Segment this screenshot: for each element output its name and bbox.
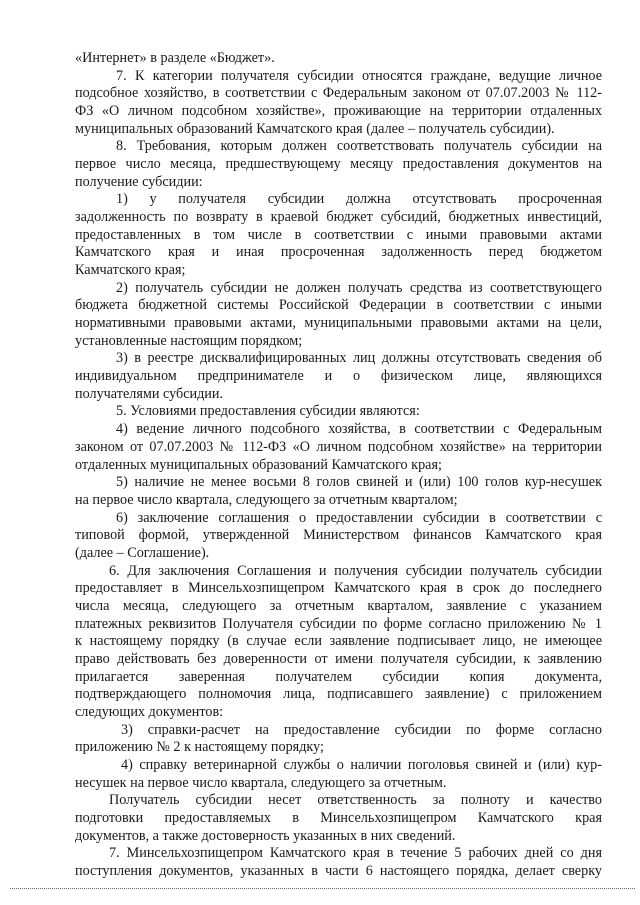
text-line: нормативными правовыми актами, муниципальными правовыми актами на цели, bbox=[75, 315, 602, 331]
text-line: 6) заключение соглашения о предоставлении субсидии в соответствии с bbox=[116, 510, 602, 526]
text-line: прилагается заверенная получателем субсидии копия документа, bbox=[75, 669, 602, 685]
text-line: поступления документов, указанных в части 6 настоящего порядка, делает сверку bbox=[75, 863, 602, 879]
text-line: получателями субсидии. bbox=[75, 386, 224, 402]
text-line: типовой формой, утвержденной Министерством финансов Камчатского края bbox=[75, 527, 602, 543]
text-line: платежных реквизитов Получателя субсидии по форме согласно приложению № 1 bbox=[75, 616, 602, 632]
text-line: «Интернет» в разделе «Бюджет». bbox=[75, 50, 275, 66]
text-line: 2) получатель субсидии не должен получать средства из соответствующего bbox=[116, 280, 602, 296]
text-line: Камчатского края; bbox=[75, 262, 186, 278]
text-line: 5) наличие не менее восьми 8 голов свиней и (или) 100 голов кур-несушек bbox=[116, 474, 602, 490]
text-line: установленные настоящим порядком; bbox=[75, 333, 303, 349]
page-bottom-rule bbox=[10, 888, 635, 889]
text-line: 7. Минсельхозпищепром Камчатского края в течение 5 рабочих дней со дня bbox=[109, 845, 602, 861]
text-line: отдаленных муниципальных образований Камчатского края; bbox=[75, 457, 442, 473]
text-line: муниципальных образований Камчатского края (далее – получатель субсидии). bbox=[75, 121, 555, 137]
text-line: 3) справки-расчет на предоставление субсидии по форме согласно bbox=[121, 722, 602, 738]
text-line: 5. Условиями предоставления субсидии являются: bbox=[116, 403, 420, 419]
text-line: 7. К категории получателя субсидии относятся граждане, ведущие личное bbox=[116, 68, 602, 84]
text-line: 4) ведение личного подсобного хозяйства, в соответствии с Федеральным bbox=[116, 421, 602, 437]
text-line: 1) у получателя субсидии должна отсутствовать просроченная bbox=[116, 191, 602, 207]
text-line: получение субсидии: bbox=[75, 174, 203, 190]
text-line: 6. Для заключения Соглашения и получения субсидии получатель субсидии bbox=[109, 563, 602, 579]
text-line: подтверждающего полномочия лица, подписавшего заявление) с приложением bbox=[75, 686, 602, 702]
text-line: предоставленных в том числе в соответствии с иными правовыми актами bbox=[75, 227, 602, 243]
text-line: право действовать без доверенности от имени получателя субсидии, к заявлению bbox=[75, 651, 602, 667]
text-line: Камчатского края и иная просроченная задолженность перед бюджетом bbox=[75, 244, 602, 260]
text-line: подготовки предоставляемых в Минсельхозпищепром Камчатского края bbox=[75, 810, 602, 826]
text-line: 8. Требования, которым должен соответствовать получатель субсидии на bbox=[116, 138, 602, 154]
text-line: ФЗ «О личном подсобном хозяйстве», проживающие на территории отдаленных bbox=[75, 103, 602, 119]
text-line: законом от 07.07.2003 № 112-ФЗ «О личном подсобном хозяйстве» на территории bbox=[75, 439, 602, 455]
text-line: 3) в реестре дисквалифицированных лиц должны отсутствовать сведения об bbox=[116, 350, 602, 366]
text-line: документов, а также достоверность указанных в них сведений. bbox=[75, 828, 456, 844]
text-line: на первое число квартала, следующего за отчетным кварталом; bbox=[75, 492, 458, 508]
text-line: к настоящему порядку (в случае если заявление подписывает лицо, не имеющее bbox=[75, 633, 602, 649]
text-line: подсобное хозяйство, в соответствии с Федеральным законом от 07.07.2003 № 112- bbox=[75, 85, 602, 101]
text-line: несушек на первое число квартала, следующего за отчетным. bbox=[75, 775, 447, 791]
text-line: числа месяца, следующего за отчетным кварталом, заявление с указанием bbox=[75, 598, 602, 614]
text-line: индивидуальном предпринимателе и о физическом лице, являющихся bbox=[75, 368, 602, 384]
text-line: (далее – Соглашение). bbox=[75, 545, 210, 561]
text-line: следующих документов: bbox=[75, 704, 224, 720]
text-line: предоставляет в Минсельхозпищепром Камчатского края в срок до последнего bbox=[75, 580, 602, 596]
text-line: первое число месяца, предшествующему месяцу предоставления документов на bbox=[75, 156, 602, 172]
text-line: приложению № 2 к настоящему порядку; bbox=[75, 739, 324, 755]
text-line: задолженность по возврату в краевой бюджет субсидий, бюджетных инвестиций, bbox=[75, 209, 602, 225]
text-line: Получатель субсидии несет ответственность за полноту и качество bbox=[109, 792, 602, 808]
text-line: бюджета бюджетной системы Российской Федерации в соответствии с иными bbox=[75, 297, 602, 313]
text-line: 4) справку ветеринарной службы о наличии поголовья свиней и (или) кур- bbox=[121, 757, 602, 773]
